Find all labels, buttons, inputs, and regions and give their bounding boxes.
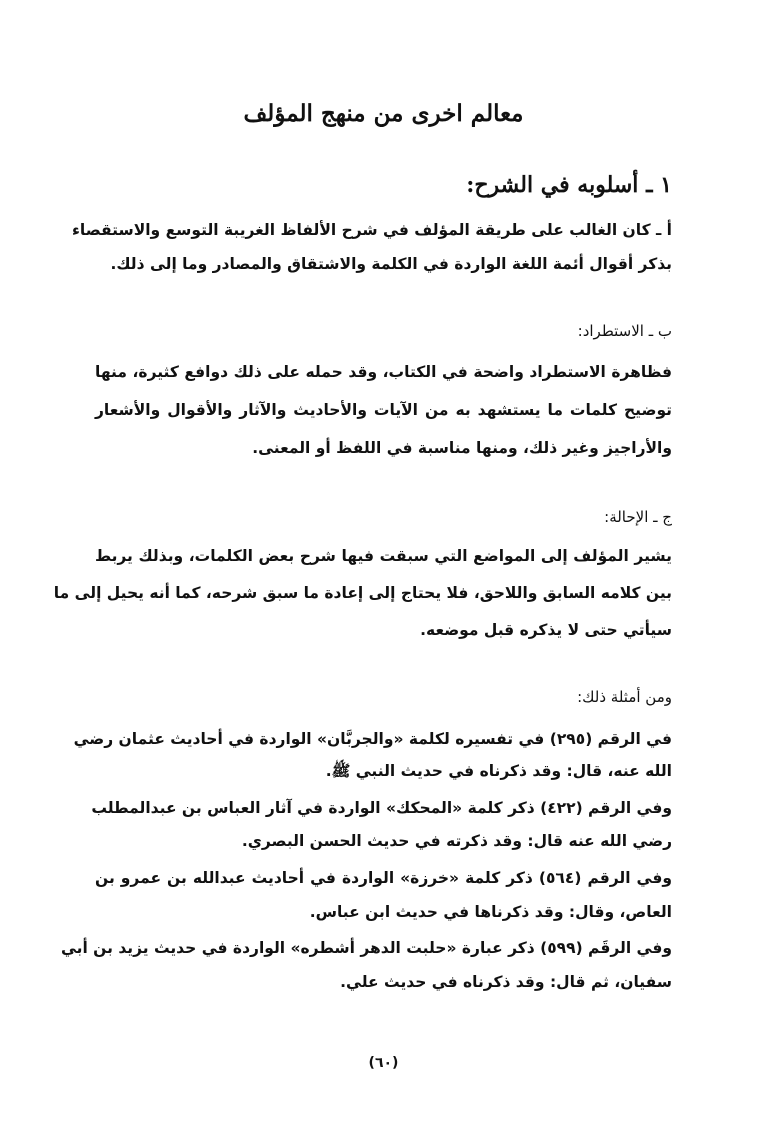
paragraph-c-line-2: بين كلامه السابق واللاحق، فلا يحتاج إلى إعادة ما سبق شرحه، كما أنه يحيل إلى ما xyxy=(53,584,672,602)
examples-label: ومن أمثلة ذلك: xyxy=(577,688,672,706)
page-number: (٦٠) xyxy=(368,1055,399,1071)
paragraph-b-line-3: والأراجيز وغير ذلك، ومنها مناسبة في اللفظ أو المعنى. xyxy=(252,439,672,457)
example-2-line-1: وفي الرقم (٤٢٢) ذكر كلمة «المحكك» الواردة في آثار العباس بن عبدالمطلب xyxy=(91,799,672,817)
section-heading: ١ ـ أسلوبه في الشرح: xyxy=(466,172,672,198)
example-4-line-1: وفي الرقَم (٥٩٩) ذكر عبارة «حلبت الدهر أشطره» الواردة في حديث يزيد بن أبي xyxy=(60,939,672,957)
example-1-line-2: الله عنه، قال: وقد ذكرناه في حديث النبي ﷺ. xyxy=(325,762,672,780)
page-title: معالم اخرى من منهج المؤلف xyxy=(243,100,524,127)
paragraph-b-line-2: توضيح كلمات ما يستشهد به من الآيات والأحاديث والآثار والأقوال والأشعار xyxy=(95,401,672,419)
example-3-line-1: وفي الرقم (٥٦٤) ذكر كلمة «خرزة» الواردة في أحاديث عبدالله بن عمرو بن xyxy=(95,869,673,887)
paragraph-a-line-1: أ ـ كان الغالب على طريقة المؤلف في شرح الألفاظ الغريبة التوسع والاستقصاء xyxy=(71,221,672,239)
example-2-line-2: رضي الله عنه قال: وقد ذكرته في حديث الحسن البصري. xyxy=(241,832,672,850)
example-1-line-1: في الرقم (٢٩٥) في تفسيره لكلمة «والجربَّان» الواردة في أحاديث عثمان رضي xyxy=(73,730,672,748)
paragraph-c-line-3: سيأتي حتى لا يذكره قبل موضعه. xyxy=(420,621,672,639)
paragraph-b-line-1: فظاهرة الاستطراد واضحة في الكتاب، وقد حمله على ذلك دوافع كثيرة، منها xyxy=(95,363,672,381)
subheading-ihala: ج ـ الإحالة: xyxy=(604,508,672,526)
paragraph-c-line-1: يشير المؤلف إلى المواضع التي سبقت فيها شرح بعض الكلمات، وبذلك يربط xyxy=(95,547,672,565)
paragraph-a-line-2: بذكر أقوال أئمة اللغة الواردة في الكلمة والاشتقاق والمصادر وما إلى ذلك. xyxy=(110,255,672,273)
example-4-line-2: سفيان، ثم قال: وقد ذكرناه في حديث علي. xyxy=(340,973,672,991)
subheading-istitrad: ب ـ الاستطراد: xyxy=(577,322,672,340)
example-3-line-2: العاص، وقال: وقد ذكرناها في حديث ابن عباس. xyxy=(309,903,672,921)
